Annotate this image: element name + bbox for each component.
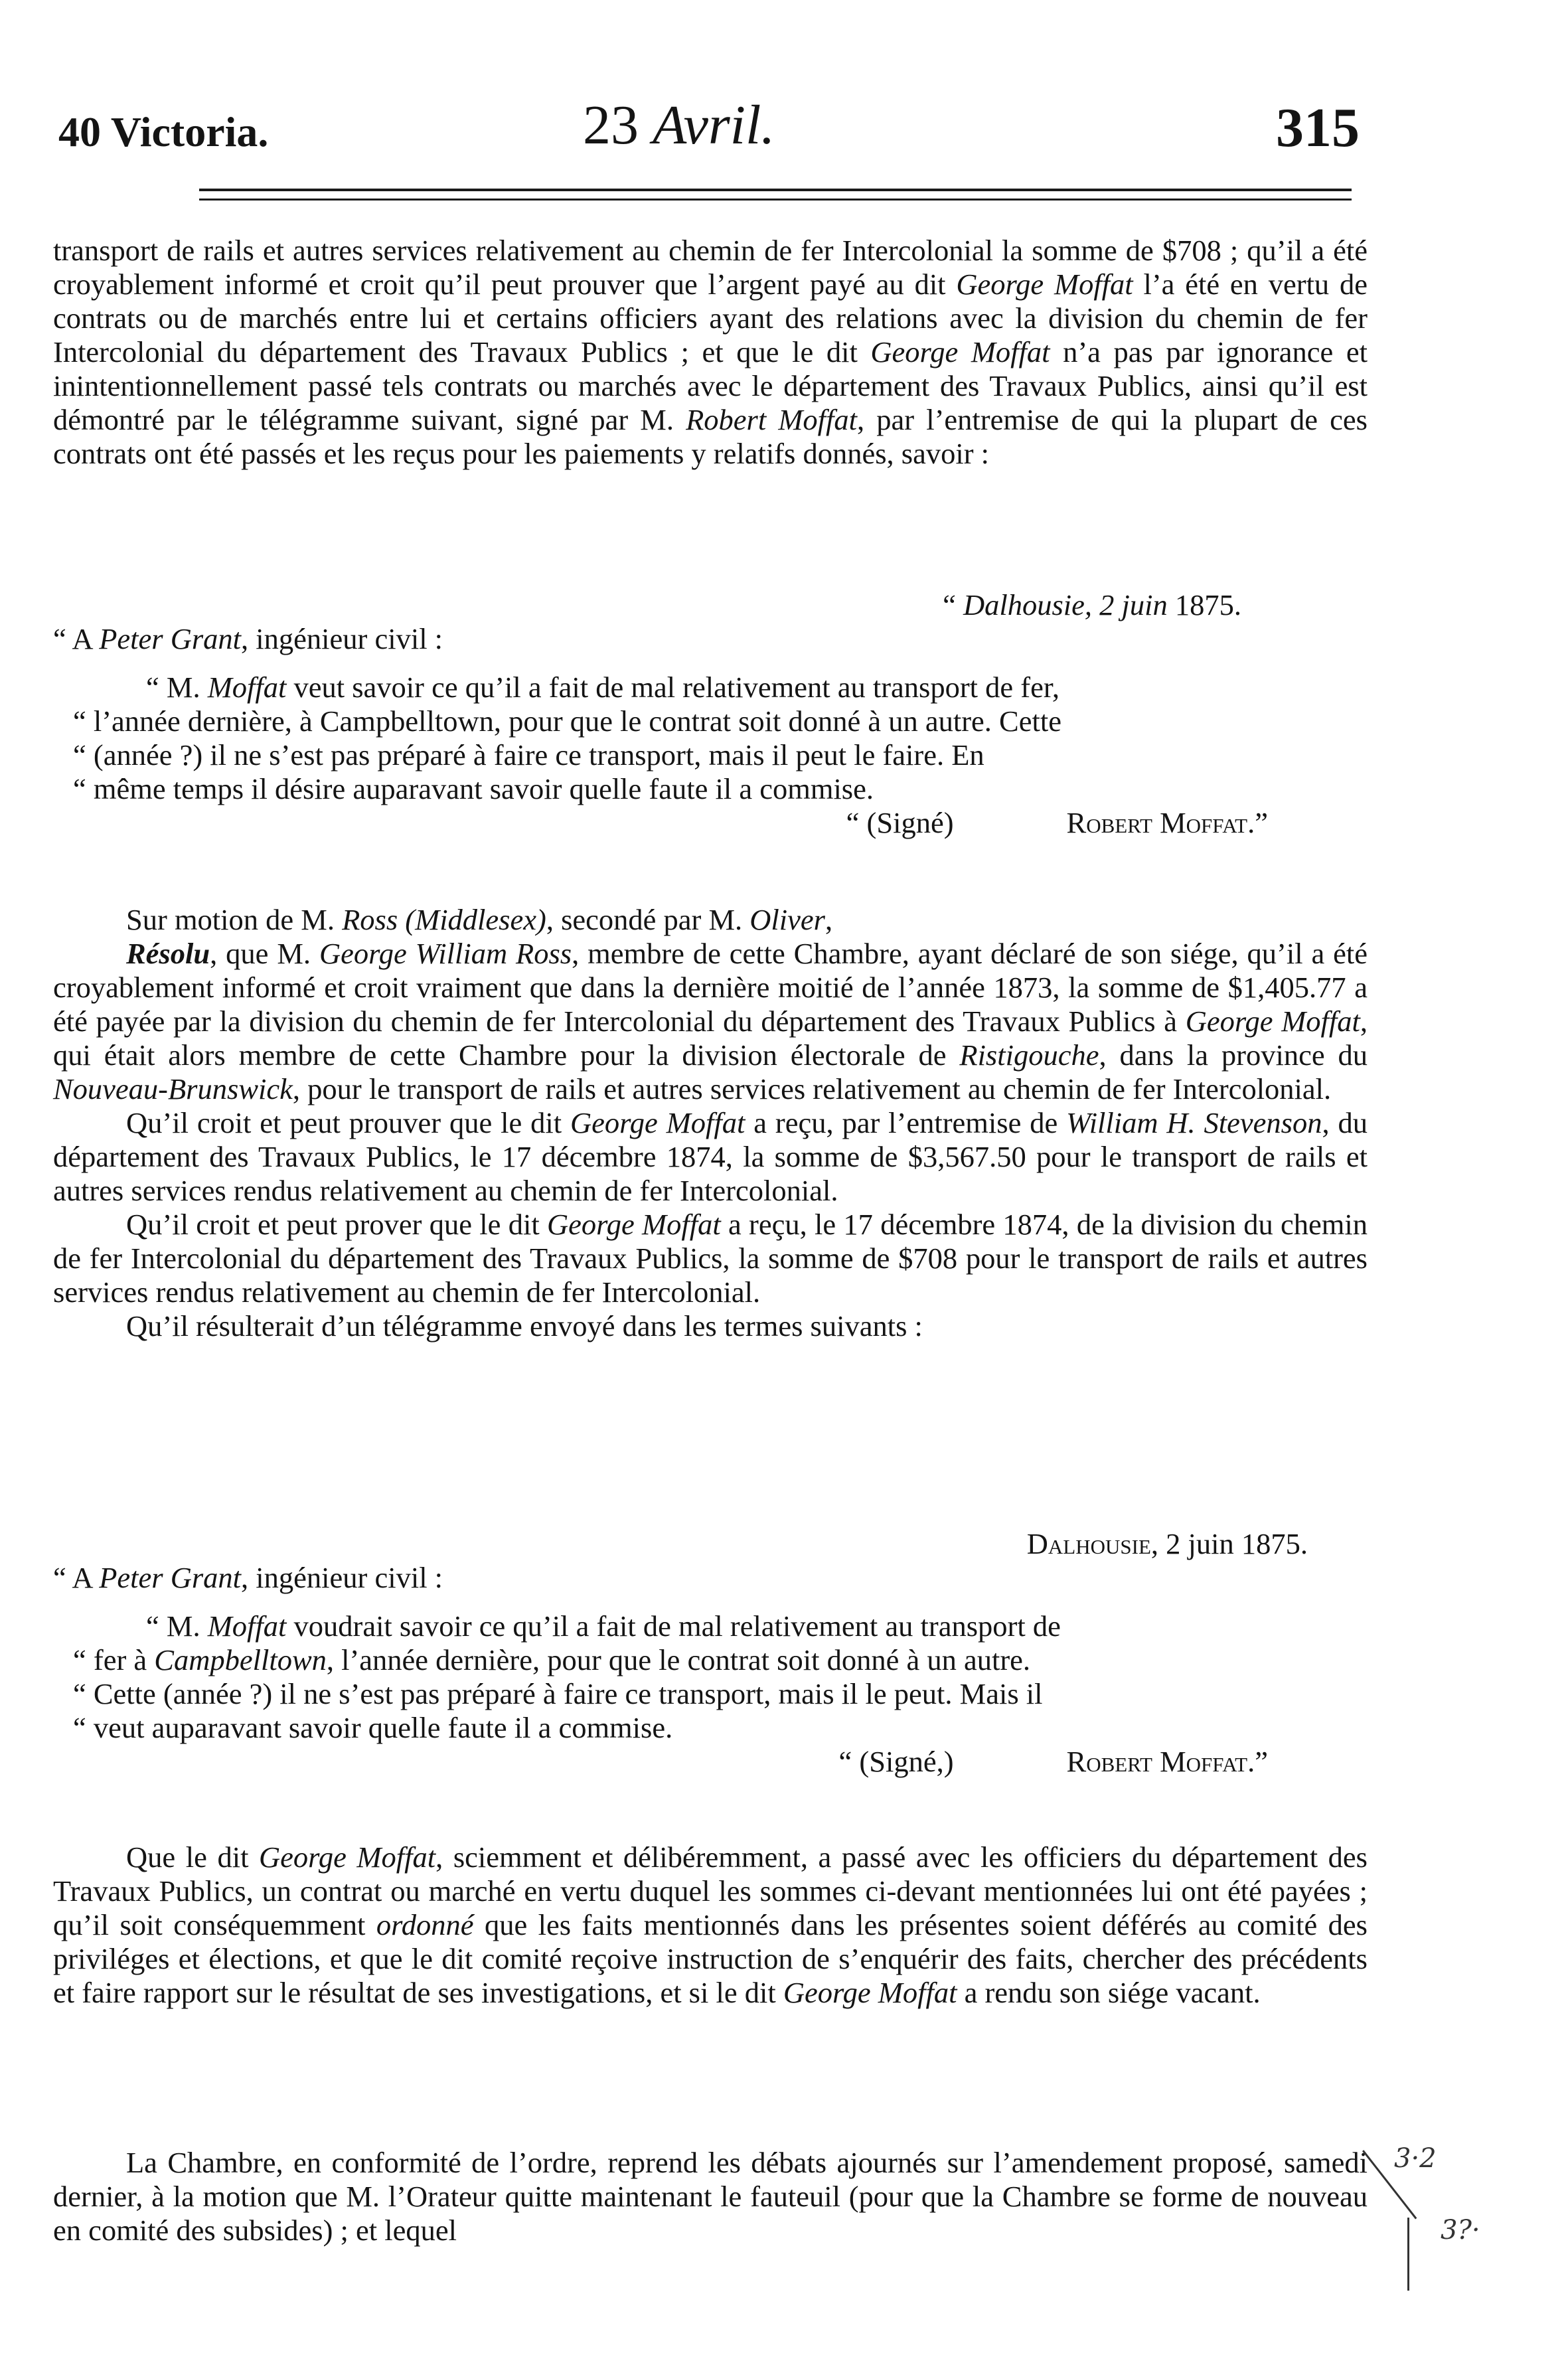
motion-paragraph-2: Qu’il croit et peut prouver que le dit George Moffat a reçu, par l’entremise de William H. Stevenson, du département des Travaux Publics, le 17 décembre 1874, la somme de $3,567.50 pour le transport de rails et autres services rendus relativement au chemin de fer Intercolonial. (53, 1106, 1368, 1207)
page-number: 315 (1276, 97, 1360, 159)
final-section (53, 2146, 1368, 2247)
date-month: Avril. (653, 94, 775, 156)
telegram-2-addressee: “ A Peter Grant, ingénieur civil : (53, 1561, 443, 1594)
margin-mark-line-2 (1407, 2218, 1409, 2291)
telegram-1-line: “ même temps il désire auparavant savoir quelle faute il a commise. (73, 772, 874, 805)
date-day: 23 (583, 94, 639, 156)
telegram-1-signature: “ (Signé) Robert Moffat.” (846, 806, 1268, 839)
motion-paragraph-4: Qu’il résulterait d’un télégramme envoyé dans les termes suivants : (126, 1309, 923, 1343)
telegram-2-line: “ veut auparavant savoir quelle faute il a commise. (73, 1711, 673, 1744)
paragraph-continuation: transport de rails et autres services relativement au chemin de fer Intercolonial la somme de $708 ; qu’il a été croyablement informé et croit qu’il peut prouver que l’argent payé au dit George Moffat l’a été en vertu de contrats ou de marchés entre lui et certains officiers ayant des relations avec la division du chemin de fer Intercolonial du département des Travaux Publics ; et que le dit George Moffat n’a pas par ignorance et inintentionnellement passé tels contrats ou marchés avec le département des Travaux Publics, ainsi qu’il est démontré par le télégramme suivant, signé par M. Robert Moffat, par l’entremise de qui la plupart de ces contrats ont été passés et les reçus pour les paiements y relatifs donnés, savoir : (53, 234, 1368, 470)
telegram-2-date: Dalhousie, 2 juin 1875. (1026, 1527, 1308, 1560)
telegram-1 (53, 588, 1368, 840)
motion-resolu: Résolu, que M. George William Ross, membre de cette Chambre, ayant déclaré de son siége, qu’il a été croyablement informé et croit vraiment que dans la dernière moitié de l’année 1873, la somme de $1,405.77 a été payée par la division du chemin de fer Intercolonial du département des Travaux Publics à George Moffat, qui était alors membre de cette Chambre pour la division électorale de Ristigouche, dans la province du Nouveau-Brunswick, pour le transport de rails et autres services relativement au chemin de fer Intercolonial. (53, 937, 1368, 1105)
telegram-1-addressee: “ A Peter Grant, ingénieur civil : (53, 622, 443, 655)
margin-note-2: 3?· (1441, 2215, 1480, 2245)
telegram-2-signature: “ (Signé,) Robert Moffat.” (838, 1745, 1268, 1778)
telegram-1-date: “ Dalhousie, 2 juin 1875. (943, 588, 1241, 621)
margin-note-1: 3·2 (1394, 2143, 1437, 2174)
telegram-2-body (53, 1609, 1368, 1745)
regnal-year: 40 Victoria. (58, 108, 269, 155)
motion-intro: Sur motion de M. Ross (Middlesex), secondé par M. Oliver, (126, 903, 833, 936)
page-header (58, 93, 1360, 159)
telegram-1-line: “ (année ?) il ne s’est pas préparé à faire ce transport, mais il peut le faire. En (73, 738, 984, 772)
telegram-2 (53, 1527, 1368, 1779)
conclusion (53, 1840, 1368, 2010)
final-paragraph: La Chambre, en conformité de l’ordre, reprend les débats ajournés sur l’amendement proposé, samedi dernier, à la motion que M. l’Orateur quitte maintenant le fauteuil (pour que la Chambre se forme de nouveau en comité des subsides) ; et lequel (53, 2146, 1368, 2247)
header-rule-bottom (199, 199, 1352, 201)
telegram-2-line: “ Cette (année ?) il ne s’est pas préparé à faire ce transport, mais il le peut. Mais il (73, 1677, 1043, 1710)
motion (53, 903, 1368, 1343)
section-continuation (53, 234, 1368, 471)
telegram-2-line: “ M. Moffat voudrait savoir ce qu’il a fait de mal relativement au transport de (146, 1609, 1061, 1643)
telegram-1-line: “ l’année dernière, à Campbelltown, pour que le contrat soit donné à un autre. Cette (73, 704, 1061, 738)
header-rule-top (199, 189, 1352, 191)
telegram-1-body (53, 671, 1368, 806)
conclusion-paragraph: Que le dit George Moffat, sciemment et délibéremment, a passé avec les officiers du département des Travaux Publics, un contrat ou marché en vertu duquel les sommes ci-devant mentionnées lui ont été payées ; qu’il soit conséquemment ordonné que les faits mentionnés dans les présentes soient déférés au comité des priviléges et élections, et que le dit comité reçoive instruction de s’enquérir des faits, chercher des précédents et faire rapport sur le résultat de ses investigations, et si le dit George Moffat a rendu son siége vacant. (53, 1840, 1368, 2009)
telegram-1-line: “ M. Moffat veut savoir ce qu’il a fait de mal relativement au transport de fer, (146, 671, 1060, 704)
motion-paragraph-3: Qu’il croit et peut prover que le dit George Moffat a reçu, le 17 décembre 1874, de la division du chemin de fer Intercolonial du département des Travaux Publics, la somme de $708 pour le transport de rails et autres services rendus relativement au chemin de fer Intercolonial. (53, 1208, 1368, 1309)
telegram-2-line: “ fer à Campbelltown, l’année dernière, pour que le contrat soit donné à un autre. (73, 1643, 1031, 1676)
page-date (583, 93, 775, 157)
